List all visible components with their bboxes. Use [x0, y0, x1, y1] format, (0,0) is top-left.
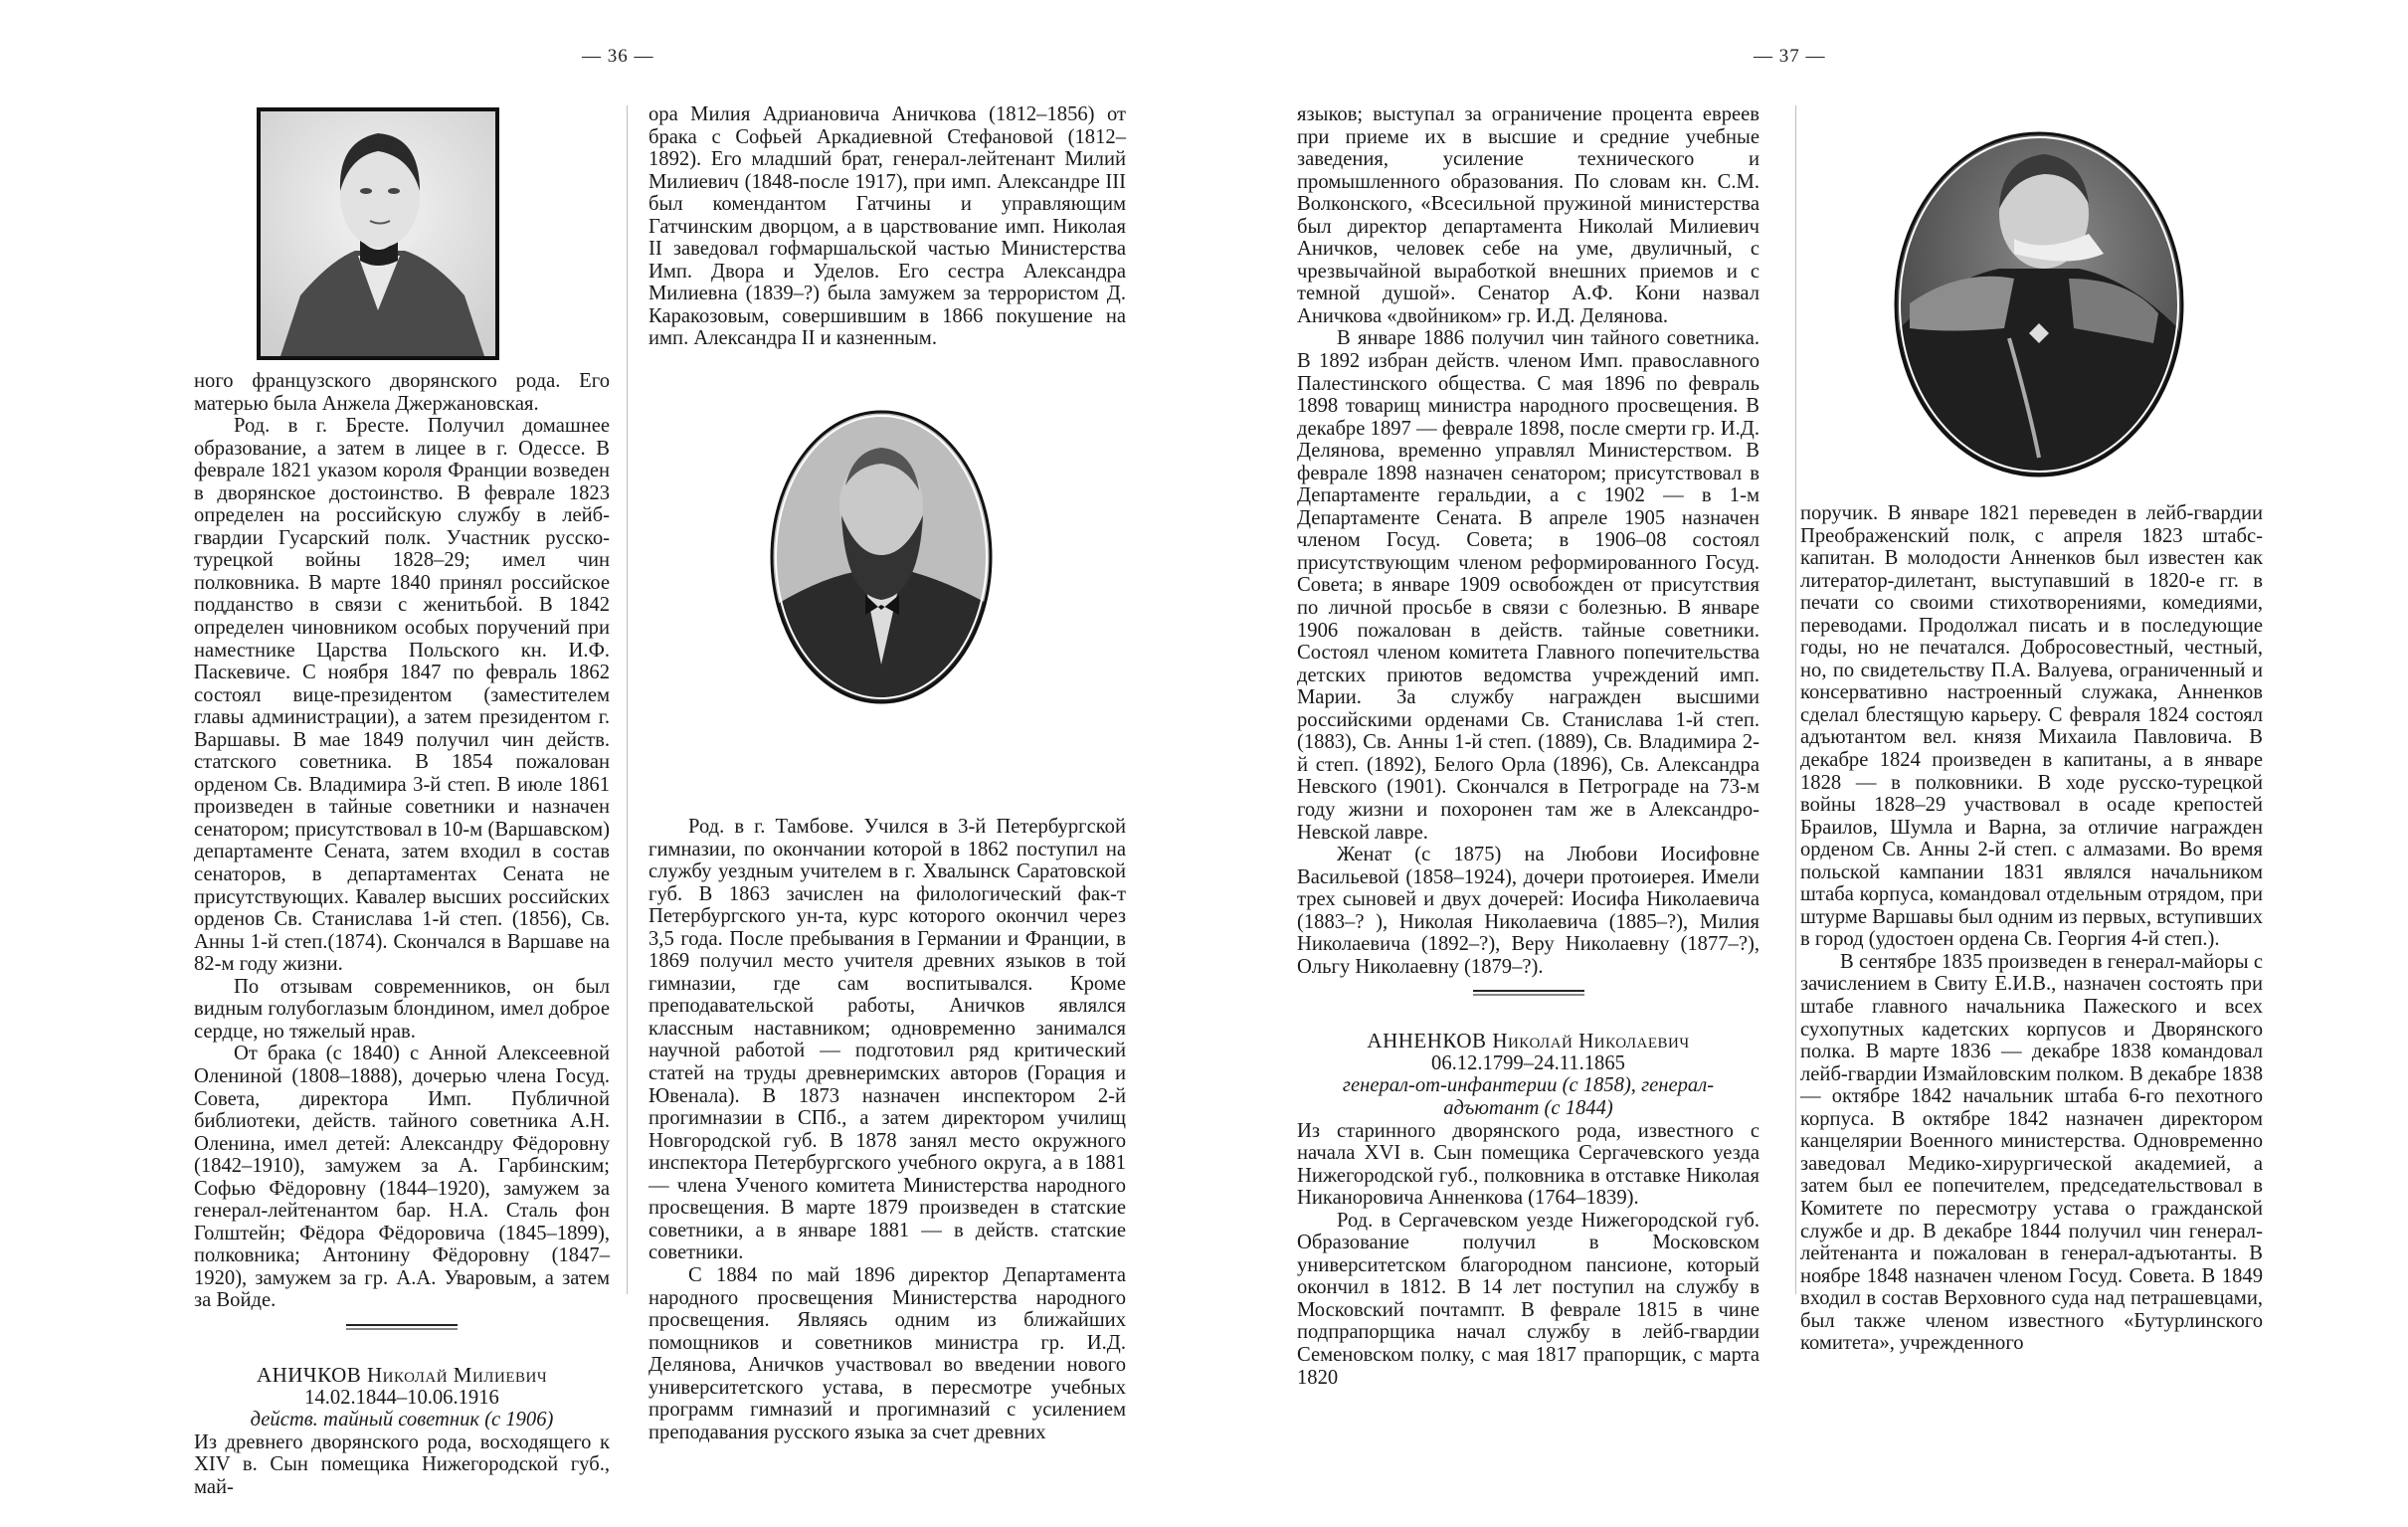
portrait-engraving-image: [261, 111, 495, 356]
entry-header-annenkov: [1297, 1030, 1760, 1119]
paragraph: Род. в г. Бресте. Получил домашнее образование, а затем в лицее в г. Одессе. В феврале 1821 указом короля Франции возведен в дворянское достоинство. В феврале 1823 определен на российскую службу в лейб-гвардии Гусарский полк. Участник русско-турецкой войны 1828–29; имел чин полковника. В марте 1840 принял российское подданство в связи с женитьбой. В 1842 определен чиновником особых поручений при наместнике Царства Польского кн. И.Ф. Паскевиче. С ноября 1847 по февраль 1862 состоял вице-президентом (заместителем главы администрации), а затем президентом г. Варшавы. В мае 1849 получил чин действ. статского советника. В 1854 пожалован орденом Св. Владимира 3-й степ. В июле 1861 произведен в тайные советники и назначен сенатором; присутствовал в 10-м (Варшавском) департаменте Сената, затем входил в состав сенаторов, в департаментах Сената не присутствующих. Кавалер высших российских орденов Св. Станислава 1-й степ. (1856), Св. Анны 1-й степ.(1874). Скончался в Варшаве на 82-м году жизни.: [194, 415, 610, 976]
page-number-left: — 36 —: [582, 46, 654, 67]
portrait-left-top: [257, 107, 499, 360]
paragraph: языков; выступал за ограничение процента евреев при приеме их в высшие и средние учебные заведения, усиление технического и промышленного образования. По словам кн. С.М. Волконского, «Всесильной пружиной министерства был директор департамента Николай Милиевич Аничков, человек себе на уме, двуличный, с чрезвычайной выработкой внешних приемов и с темной душой». Сенатор А.Ф. Кони назвал Аничкова «двойником» гр. И.Д. Делянова.: [1297, 103, 1760, 327]
paragraph: поручик. В январе 1821 переведен в лейб-гвардии Преображенский полк, с апреля 1823 штабс-капитан. В молодости Анненков был известен как литератор-дилетант, выступавший в 1820-е гг. в печати со своими стихотворениями, комедиями, переводами. Продолжал писать и в последующие годы, но не печатался. Добросовестный, честный, но, по свидетельству П.А. Валуева, ограниченный и консервативно настроенный служака, Анненков сделал блестящую карьеру. С февраля 1824 состоял адъютантом вел. князя Михаила Павловича. В декабре 1824 произведен в капитаны, а в январе 1828 — в полковники. В ходе русско-турецкой войны 1828–29 участвовал в осаде крепостей Браилов, Шумла и Варна, за отличие награжден орденом Св. Анны 2-й степ. с алмазами. Во время польской кампании 1831 являлся начальником штаба корпуса, командовал отдельным отрядом, при штурме Варшавы был одним из первых, вступивших в город (удостоен ордена Св. Георгия 4-й степ.).: [1800, 502, 2263, 951]
portrait-engraving-image: [1890, 129, 2188, 479]
paragraph: Род. в Сергачевском уезде Нижегородской губ. Образование получил в Московском университетском благородном пансионе, который окончил в 1812. В 14 лет поступил на службу в Московский почтампт. В феврале 1815 в чине подпрапорщика начал службу в лейб-гвардии Семеновском полку, с мая 1817 прапорщик, с марта 1820: [1297, 1209, 1760, 1389]
entry-rank: действ. тайный советник (с 1906): [250, 1409, 554, 1432]
entry-rank: генерал-от-инфантерии (с 1858), генерал-адъютант (с 1844): [1342, 1074, 1715, 1119]
entry-name: [1297, 1030, 1760, 1052]
paragraph: Из древнего дворянского рода, восходящего к XIV в. Сын помещика Нижегородской губ., май-: [194, 1431, 610, 1498]
paragraph: ного французского дворянского рода. Его матерью была Анжела Джержановская.: [194, 370, 610, 415]
entry-name: [194, 1364, 610, 1387]
paragraph: В январе 1886 получил чин тайного советника. В 1892 избран действ. членом Имп. православного Палестинского общества. С мая 1896 по февраль 1898 товарищ министра народного просвещения. В декабре 1897 — феврале 1898, после смерти гр. И.Д. Делянова, временно управлял Министерством. В феврале 1898 назначен сенатором; присутствовал в Департаменте геральдии, а с 1902 — в 1-м Департаменте Сената. В апреле 1905 назначен членом Госуд. Совета; в 1906–08 состоял присутствующим членом реформированного Госуд. Совета; в январе 1909 освобожден от присутствия по личной просьбе в связи с болезнью. В январе 1906 пожалован в действ. тайные советники. Состоял членом комитета Главного попечительства детских приютов ведомства учреждений имп. Марии. За службу награжден высшими российскими орденами Св. Станислава 1-й степ. (1883), Св. Анны 1-й степ. (1889), Св. Владимира 2-й степ. (1892), Белого Орла (1896), Св. Александра Невского (1901). Скончался в Петрограде на 73-м году жизни и похоронен там же в Александро-Невской лавре.: [1297, 327, 1760, 844]
paragraph: Род. в г. Тамбове. Учился в 3-й Петербургской гимназии, по окончании которой в 1862 поступил на службу уездным учителем в г. Хвалынск Саратовской губ. В 1863 зачислен на филологический фак-т Петербургского ун-та, курс которого окончил через 3,5 года. После пребывания в Германии и Франции, в 1869 получил место учителя древних языков в той гимназии, где сам воспитывался. Кроме преподавательской работы, Аничков являлся классным наставником; одновременно занимался научной работой — подготовил ряд критический статей на труды древнеримских авторов (Горация и Ювенала). В 1873 назначен инспектором 2-й прогимназии в СПб., а затем директором училищ Новгородской губ. В 1878 занял место окружного инспектора Петербургского учебного округа, а в 1881 — члена Ученого комитета Министерства народного просвещения. В марте 1879 произведен в статские советники, а в январе 1881 — в действ. статские советники.: [648, 816, 1126, 1264]
entry-given-names: Николай Николаевич: [1492, 1029, 1690, 1053]
entry-surname: АНИЧКОВ: [256, 1362, 362, 1387]
entry-separator: [346, 1324, 458, 1330]
portrait-spacer: [648, 350, 1126, 816]
entry-header-anichkov: [194, 1364, 610, 1432]
paragraph: От брака (с 1840) с Анной Алексеевной Олениной (1808–1888), дочерью члена Госуд. Совета, директора Имп. Публичной библиотеки, действ. тайного советника А.Н. Оленина, имел детей: Александру Фёдоровну (1842–1910), замужем за А. Гарбинским; Софью Фёдоровну (1844–1920), замужем за генерал-лейтенантом бар. Н.А. Сталь фон Голштейн; Фёдора Фёдоровича (1845–1899), полковника; Антонину Фёдоровну (1847–1920), замужем за гр. А.А. Уваровым, а затем за Войде.: [194, 1043, 610, 1312]
column-3: [1297, 103, 1760, 1389]
entry-separator: [1473, 990, 1584, 996]
page-number-right: — 37 —: [1754, 46, 1826, 67]
paragraph: ора Милия Адриановича Аничкова (1812–1856) от брака с Софьей Аркадиевной Стефановой (1812–1892). Его младший брат, генерал-лейтенант Милий Милиевич (1848-после 1917), при имп. Александре III был комендантом Гатчины и управляющим Гатчинским дворцом, а в царствование имп. Николая II заведовал гофмаршальской частью Министерства Имп. Двора и Уделов. Его сестра Александра Милиевна (1839–?) была замужем за террористом Д. Каракозовым, совершившим в 1866 покушение на имп. Александра II и казненным.: [648, 103, 1126, 350]
column-1: [194, 370, 610, 1498]
paragraph: Женат (с 1875) на Любови Иосифовне Васильевой (1858–1924), дочери протоиерея. Имели трех сыновей и двух дочерей: Иосифа Николаевича (1883–? ), Николая Николаевича (1885–?), Милия Николаевича (1892–?), Веру Николаевну (1877–?), Ольгу Николаевну (1879–?).: [1297, 844, 1760, 978]
column-divider: [1795, 105, 1796, 1294]
entry-dates: 06.12.1799–24.11.1865: [1431, 1051, 1625, 1074]
entry-dates: 14.02.1844–10.06.1916: [304, 1386, 499, 1409]
paragraph: В сентябре 1835 произведен в генерал-майоры с зачислением в Свиту Е.И.В., назначен состоять при штабе главного начальника Пажеского и всех сухопутных кадетских корпусов и Дворянского полка. В марте 1836 — декабре 1838 командовал лейб-гвардии Измайловским полком. В декабре 1838 — октябре 1842 начальник штаба 6-го пехотного корпуса. В октябре 1842 назначен директором канцелярии Военного министерства. Одновременно заведовал Медико-хирургической академией, а затем был ее попечителем, председательствовал в Комитете по пересмотру устава о гражданской службе и др. В декабре 1844 получил чин генерал-лейтенанта и пожалован в генерал-адъютанты. В ноябре 1848 назначен членом Госуд. Совета. В 1849 входил в состав Верховного суда над петрашевцами, был также членом известного «Бутурлинского комитета», учрежденного: [1800, 950, 2263, 1355]
column-divider: [627, 105, 628, 1294]
paragraph: С 1884 по май 1896 директор Департамента народного просвещения Министерства народного просвещения. Являясь одним из ближайших помощников и советников министра гр. И.Д. Делянова, Аничков участвовал во введении нового университетского устава, в пересмотре учебных программ гимназий и прогимназий с усилением преподавания русского языка за счет древних: [648, 1263, 1126, 1443]
column-4: [1800, 502, 2263, 1355]
portrait-annenkov: [1890, 129, 2188, 479]
entry-surname: АННЕНКОВ: [1367, 1029, 1487, 1053]
paragraph: Из старинного дворянского рода, известного с начала XVI в. Сын помещика Сергачевского уезда Нижегородской губ., полковника в отставке Николая Никаноровича Анненкова (1764–1839).: [1297, 1119, 1760, 1210]
column-2: [648, 103, 1126, 1443]
entry-given-names: Николай Милиевич: [367, 1362, 548, 1387]
paragraph: По отзывам современников, он был видным голубоглазым блондином, имел доброе сердце, но тяжелый нрав.: [194, 975, 610, 1043]
